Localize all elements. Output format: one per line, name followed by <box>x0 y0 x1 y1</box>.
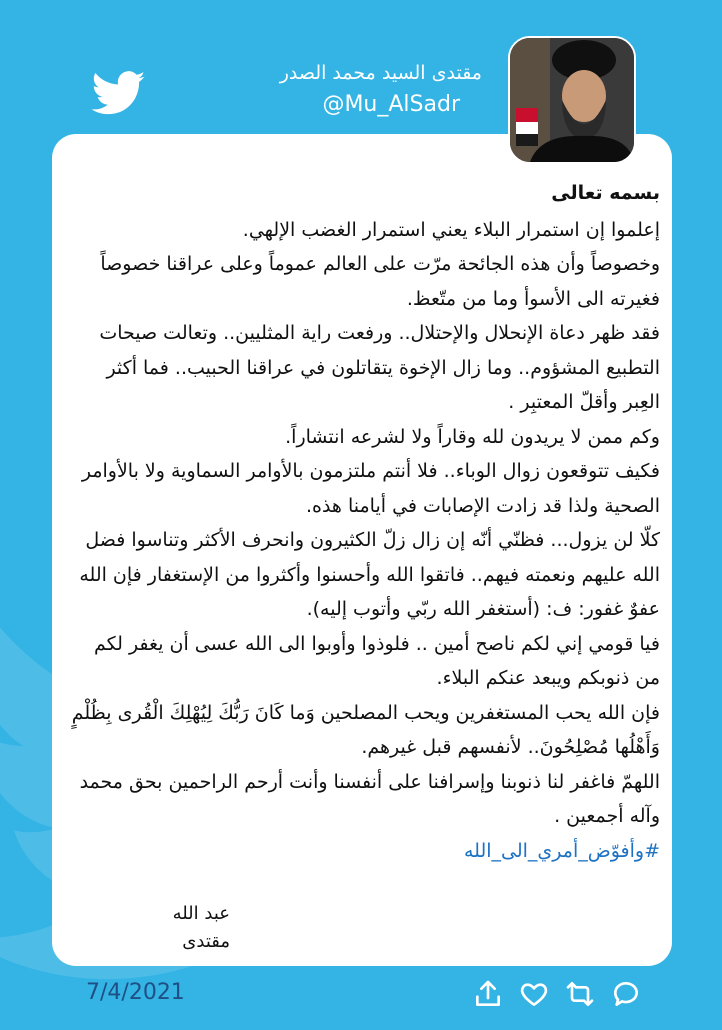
author-name[interactable]: مقتدى السيد محمد الصدر <box>279 62 482 84</box>
reply-icon[interactable] <box>610 978 642 1010</box>
tweet-paragraph: وكم ممن لا يريدون لله وقاراً ولا لشرعه انتشاراً. <box>285 425 660 448</box>
signature <box>150 900 230 956</box>
tweet-date: 7/4/2021 <box>86 980 185 1005</box>
tweet-actions <box>472 978 642 1010</box>
tweet-paragraph: فكيف تتوقعون زوال الوباء.. فلا أنتم ملتزمون بالأوامر السماوية ولا بالأوامر الصحية ولذا قد زادت الإصابات في أيامنا هذه. <box>81 460 660 517</box>
hashtag-link[interactable]: #وأفوّض_أمري_الى_الله <box>463 839 660 862</box>
retweet-icon[interactable] <box>564 978 596 1010</box>
signature-line-1: عبد الله <box>172 903 230 924</box>
tweet-paragraph: فإن الله يحب المستغفرين ويحب المصلحين وَما كَانَ رَبُّكَ لِيُهْلِكَ الْقُرى بِظُلْمٍ وَأَهْلُها مُصْلِحُونَ.. لأنفسهم قبل غيرهم. <box>71 701 660 758</box>
basmala-heading: بسمه تعالى <box>551 182 660 204</box>
signature-line-2: مقتدى <box>182 931 230 952</box>
tweet-paragraph: فقد ظهر دعاة الإنحلال والإحتلال.. ورفعت راية المثليين.. وتعالت صيحات التطبيع المشؤوم.. وما زال الإخوة يتقاتلون في عراقنا الحبيب.. فما أكثر العِبر وأقلّ المعتبِر . <box>99 322 660 413</box>
tweet-text <box>64 176 660 868</box>
avatar[interactable] <box>508 36 636 164</box>
tweet-paragraph: فيا قومي إني لكم ناصح أمين .. فلوذوا وأوبوا الى الله عسى أن يغفر لكم من ذنوبكم ويبعد عنكم البلاء. <box>93 632 660 689</box>
twitter-bird-icon <box>86 66 152 120</box>
avatar-portrait-icon <box>510 38 634 162</box>
share-icon[interactable] <box>472 978 504 1010</box>
tweet-paragraph: إعلموا إن استمرار البلاء يعني استمرار الغضب الإلهي. <box>242 218 660 241</box>
tweet-paragraph: كلّا لن يزول... فظنّي أنّه إن زال زلّ الكثيرون وانحرف الأكثر وتناسوا فضل الله عليهم ونعمته فيهم.. فاتقوا الله وأحسنوا وأكثروا من الإستغفار فإن الله عفوٌ غفور: ف: (أستغفر الله ربّي وأتوب إليه). <box>79 529 660 620</box>
tweet-paragraph: اللهمّ فاغفر لنا ذنوبنا وإسرافنا على أنفسنا وأنت أرحم الراحمين بحق محمد وآله أجمعين . <box>79 770 660 827</box>
like-icon[interactable] <box>518 978 550 1010</box>
author-handle[interactable]: @Mu_AlSadr <box>322 92 460 117</box>
tweet-paragraph: وخصوصاً وأن هذه الجائحة مرّت على العالم عموماً وعلى عراقنا خصوصاً فغيرته الى الأسوأ وما من متّعظ. <box>100 253 660 310</box>
